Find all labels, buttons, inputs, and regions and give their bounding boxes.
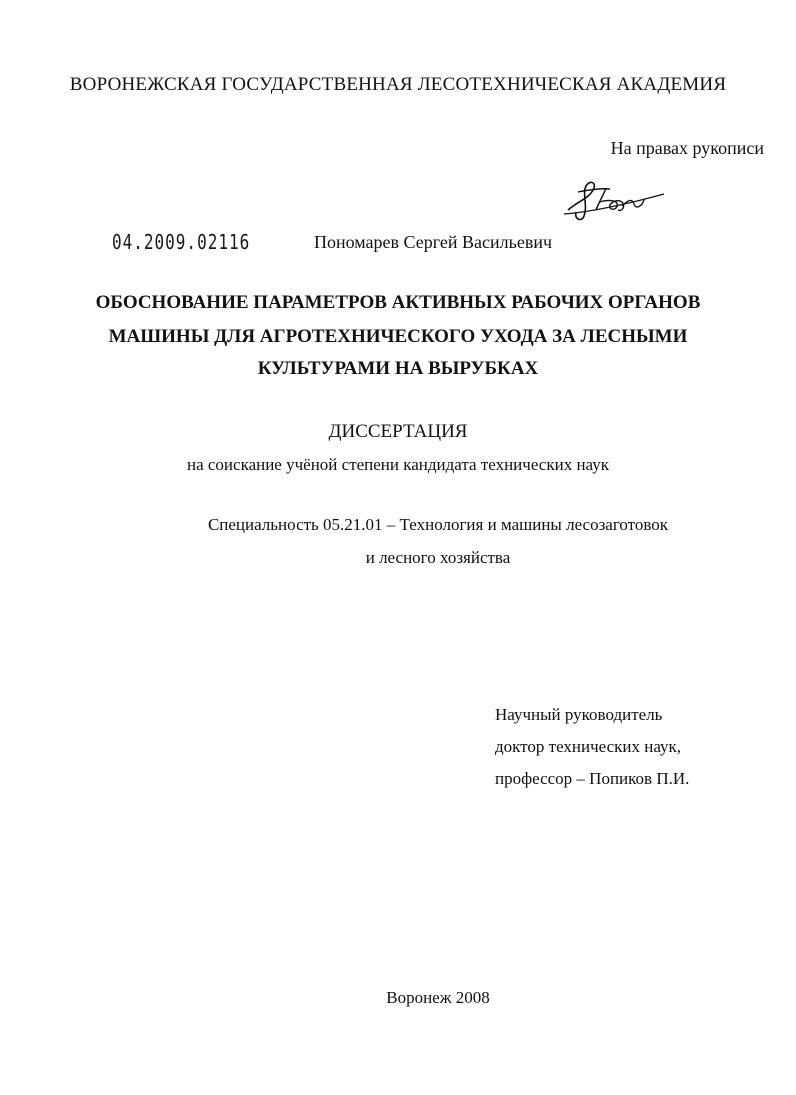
city-year: Воронеж 2008 [386,988,490,1007]
author-name: Пономарев Сергей Васильевич [314,232,552,252]
degree-statement: на соискание учёной степени кандидата технических наук [186,455,609,474]
specialty-line-2: и лесного хозяйства [365,548,511,567]
institution-name: ВОРОНЕЖСКАЯ ГОСУДАРСТВЕННАЯ ЛЕСОТЕХНИЧЕСКАЯ АКАДЕМИЯ [69,74,727,95]
document-type: ДИССЕРТАЦИЯ [328,421,468,442]
registration-stamp: 04.2009.02116 [112,230,251,254]
supervisor-degree: доктор технических наук, [495,737,682,756]
supervisor-name: профессор – Попиков П.И. [495,769,690,788]
thesis-title-line-1: ОБОСНОВАНИЕ ПАРАМЕТРОВ АКТИВНЫХ РАБОЧИХ ОРГАНОВ [95,292,701,313]
author-signature [560,170,670,230]
thesis-title-line-3: КУЛЬТУРАМИ НА ВЫРУБКАХ [257,358,539,379]
manuscript-rights-note: На правах рукописи [610,138,764,158]
supervisor-heading: Научный руководитель [495,705,663,724]
specialty-line-1: Специальность 05.21.01 – Технология и машины лесозаготовок [207,515,669,534]
thesis-title-line-2: МАШИНЫ ДЛЯ АГРОТЕХНИЧЕСКОГО УХОДА ЗА ЛЕСНЫМИ [108,326,688,347]
